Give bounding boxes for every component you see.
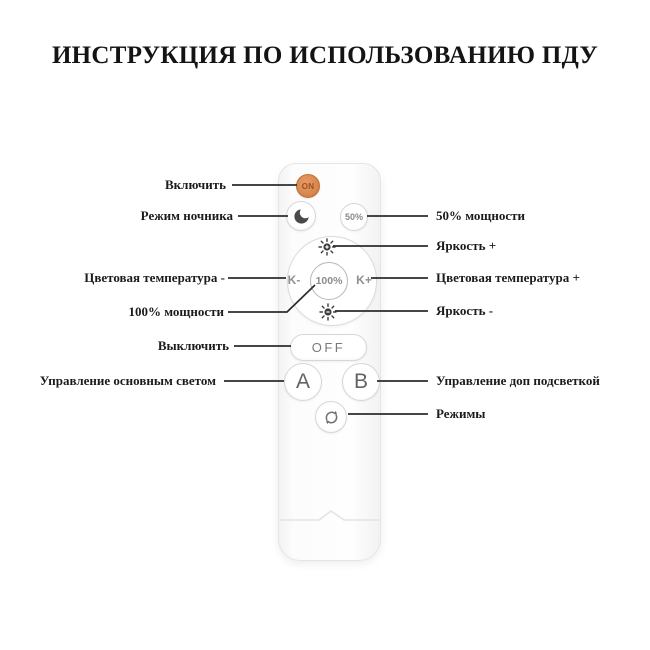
label-aux-light-control: Управление доп подсветкой [436,373,600,388]
label-full-power: 100% мощности [128,304,224,319]
label-night-mode: Режим ночника [140,208,233,223]
off-button: OFF [290,334,367,361]
label-color-temp-plus: Цветовая температура + [436,270,580,285]
main-light-a-button: A [284,363,322,401]
label-modes: Режимы [436,406,486,421]
label-brightness-minus: Яркость - [436,303,494,318]
color-temp-minus-key: K- [287,273,301,287]
label-turn-on: Включить [165,177,226,192]
label-brightness-plus: Яркость + [436,238,497,253]
modes-button [315,401,347,433]
label-half-power: 50% мощности [436,208,526,223]
label-color-temp-minus: Цветовая температура - [84,270,225,285]
on-button: ON [296,174,320,198]
cycle-arrows-icon [322,408,341,427]
power-50-button: 50% [340,203,368,231]
sun-plus-icon [318,238,336,256]
power-100-button: 100% [310,262,348,300]
color-temp-plus-key: K+ [356,273,372,287]
aux-light-b-button: B [342,363,380,401]
label-main-light-control: Управление основным светом [39,373,216,388]
moon-icon [292,207,311,226]
night-mode-button [286,201,316,231]
page-title: ИНСТРУКЦИЯ ПО ИСПОЛЬЗОВАНИЮ ПДУ [51,42,599,69]
label-turn-off: Выключить [157,338,229,353]
remote-control [278,163,381,561]
sun-minus-icon [319,303,337,321]
